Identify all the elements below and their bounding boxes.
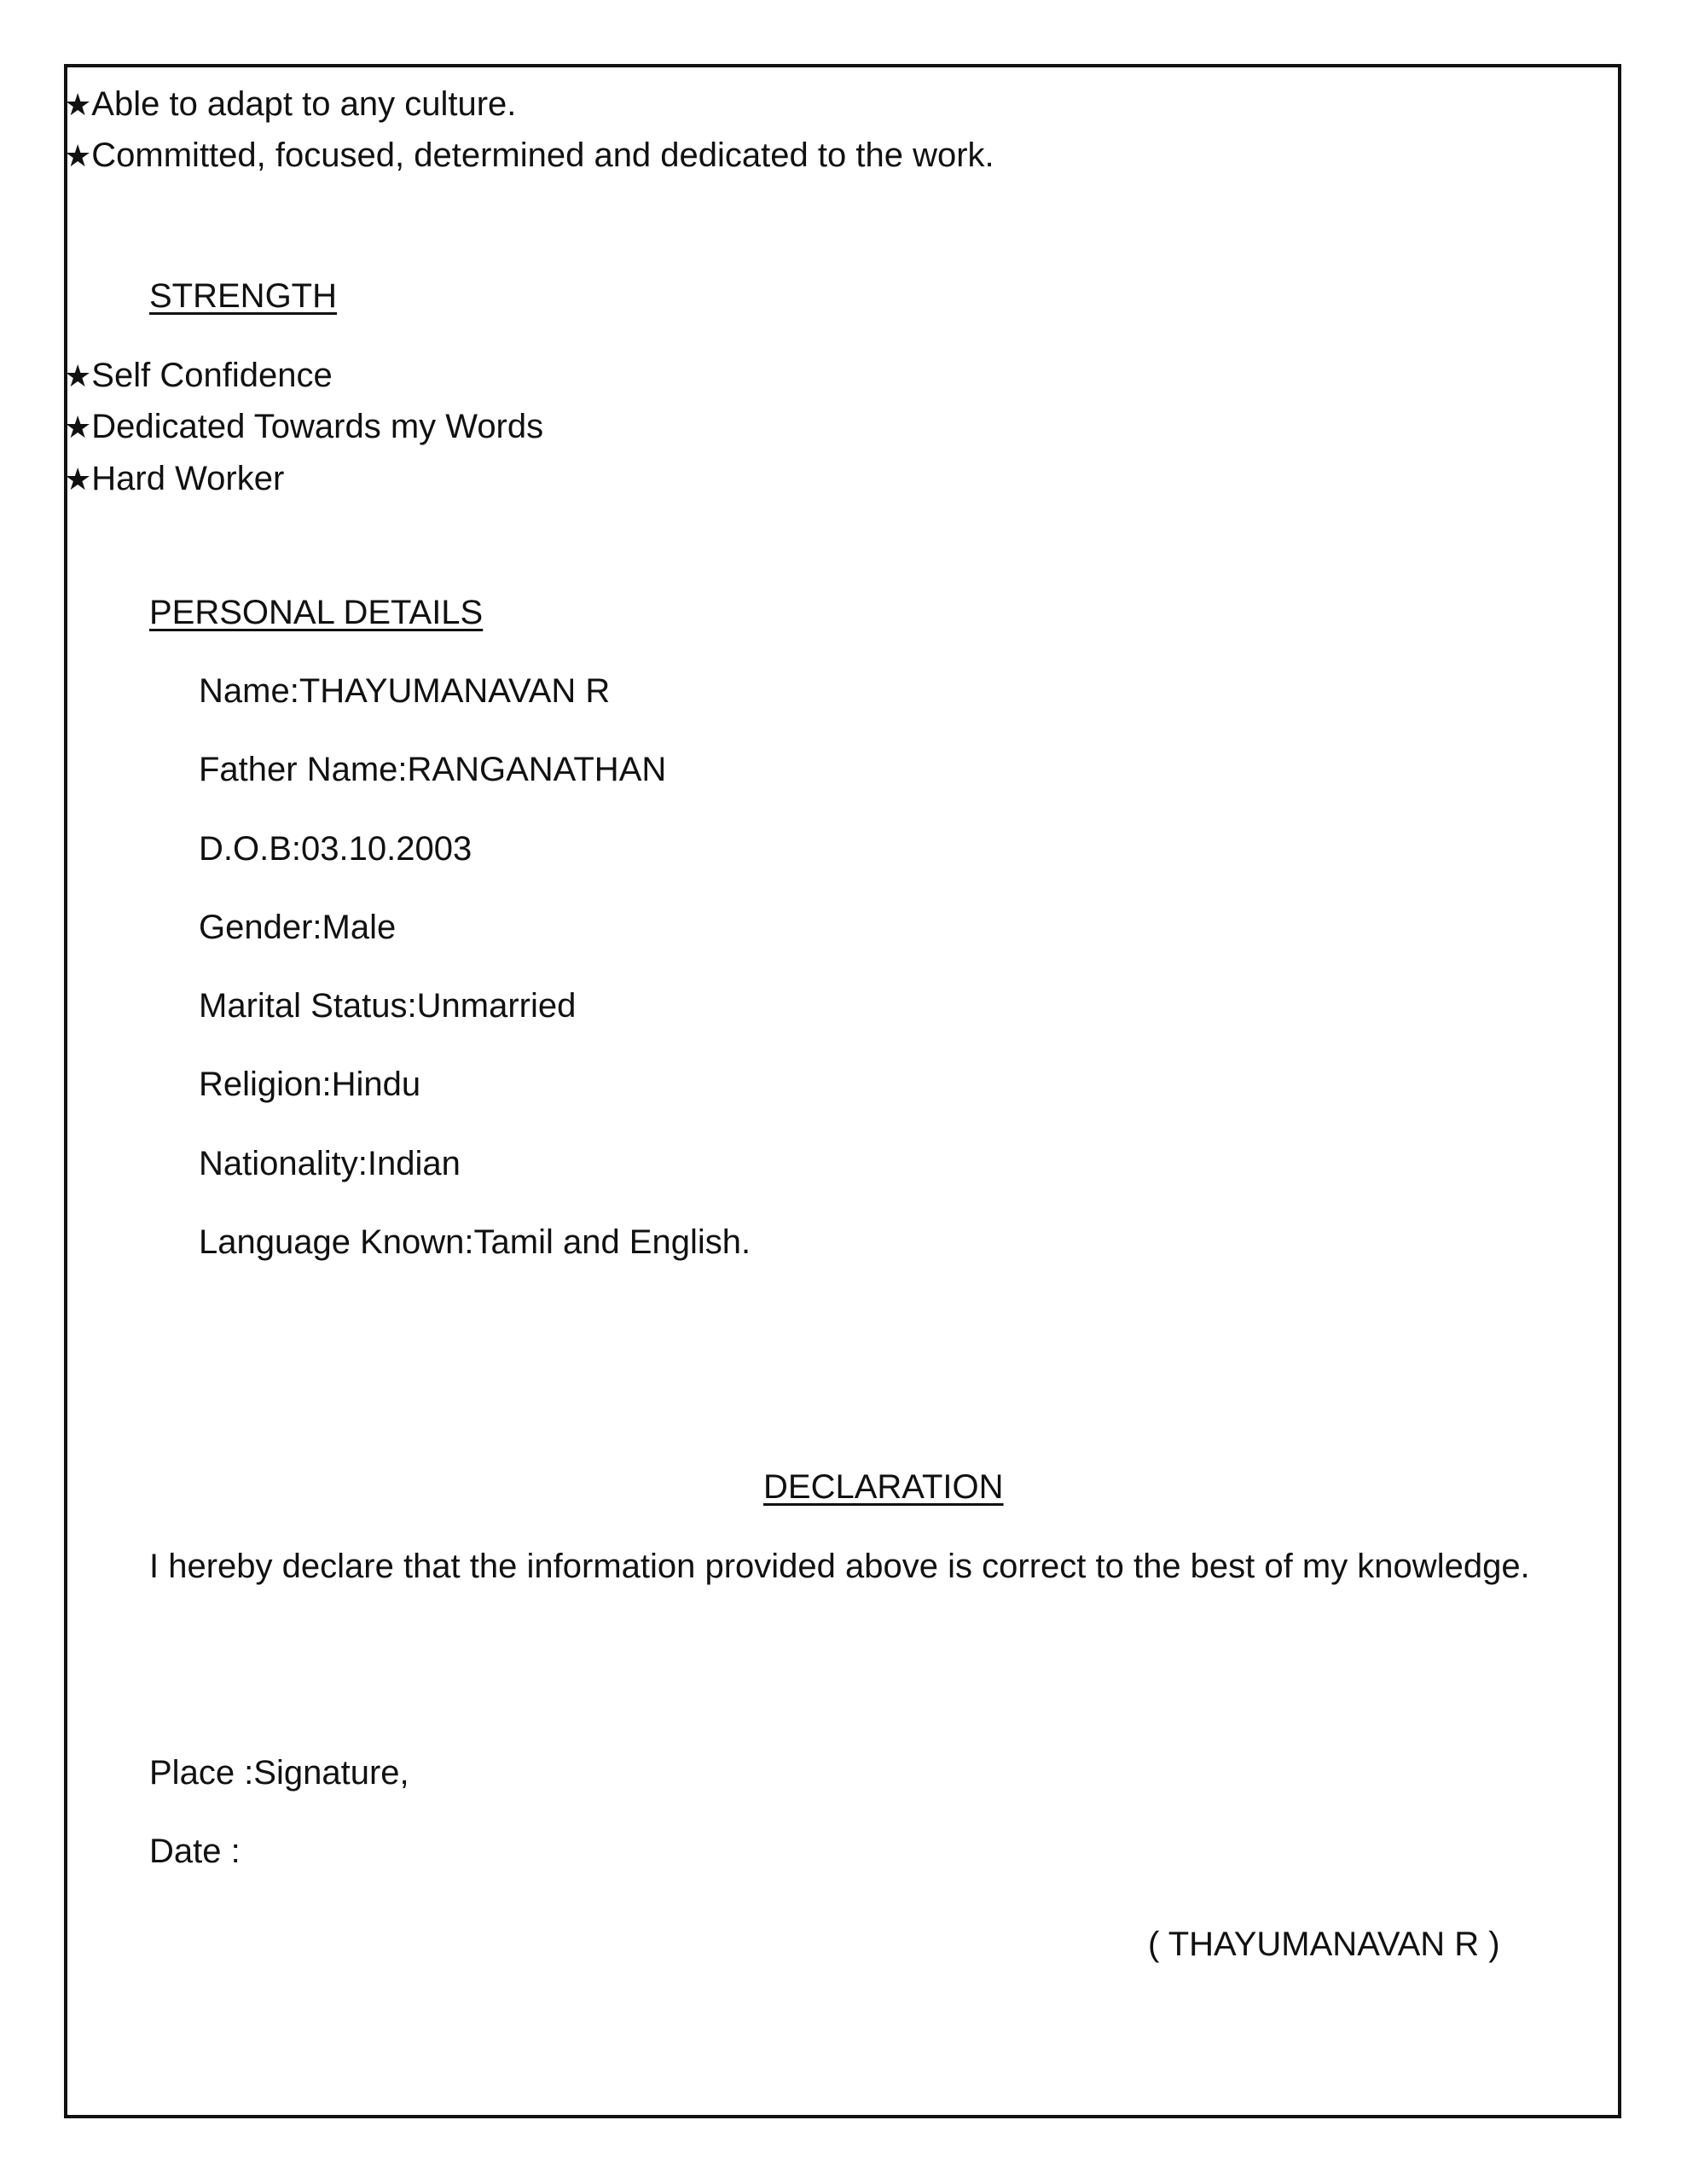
strength-text: Dedicated Towards my Words: [91, 408, 544, 445]
list-item: [64, 134, 994, 177]
declaration-place: Place :Signature,: [149, 1754, 409, 1792]
star-icon: ★: [64, 462, 90, 497]
strength-text: Self Confidence: [91, 357, 333, 394]
strength-heading: STRENGTH: [149, 277, 337, 315]
personal-name: Name:THAYUMANAVAN R: [199, 672, 611, 710]
declaration-heading: DECLARATION: [763, 1468, 1004, 1506]
list-item: [64, 405, 543, 449]
declaration-date: Date :: [149, 1833, 241, 1870]
personal-details-heading: PERSONAL DETAILS: [149, 594, 484, 631]
star-icon: ★: [64, 138, 90, 173]
personal-language: Language Known:Tamil and English.: [199, 1223, 751, 1261]
star-icon: ★: [64, 87, 90, 122]
star-icon: ★: [64, 410, 90, 444]
personal-dob: D.O.B:03.10.2003: [199, 830, 472, 868]
strength-text: Hard Worker: [91, 460, 285, 497]
personal-religion: Religion:Hindu: [199, 1066, 421, 1103]
quality-text: Able to adapt to any culture.: [91, 85, 517, 123]
personal-marital-status: Marital Status:Unmarried: [199, 987, 577, 1025]
personal-gender: Gender:Male: [199, 909, 397, 946]
signature-name: ( THAYUMANAVAN R ): [1148, 1926, 1500, 1963]
star-icon: ★: [64, 358, 90, 393]
list-item: [64, 457, 284, 501]
declaration-text: I hereby declare that the information provided above is correct to the best of my knowledge.: [149, 1548, 1530, 1585]
personal-father-name: Father Name:RANGANATHAN: [199, 751, 667, 788]
list-item: [64, 354, 333, 398]
quality-text: Committed, focused, determined and dedicated to the work.: [91, 136, 994, 174]
list-item: [64, 83, 516, 126]
personal-nationality: Nationality:Indian: [199, 1145, 461, 1182]
